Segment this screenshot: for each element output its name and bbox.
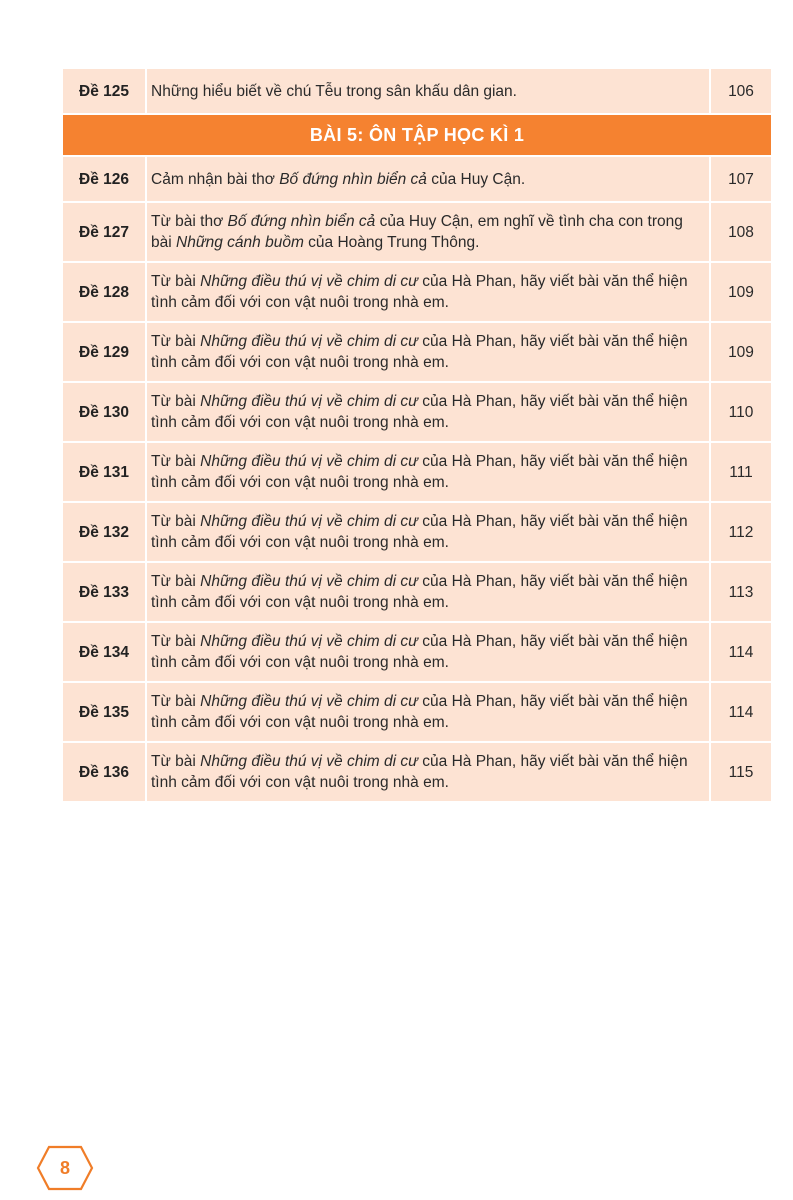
table-row (63, 322, 771, 382)
page-ref: 115 (710, 742, 771, 802)
section-header-row (63, 114, 771, 156)
title-text: Từ bài (151, 573, 201, 590)
exercise-number: Đề 136 (63, 742, 146, 802)
page-ref: 107 (710, 156, 771, 202)
table-of-contents (63, 69, 771, 803)
page-ref: 113 (710, 562, 771, 622)
title-text: của Huy Cận. (426, 170, 526, 188)
exercise-title (146, 682, 710, 742)
work-title-italic: Những điều thú vị về chim di cư (200, 633, 418, 650)
page-ref: 112 (710, 502, 771, 562)
exercise-title (146, 442, 710, 502)
table-row (63, 69, 771, 114)
table-row (63, 382, 771, 442)
title-text: Từ bài (151, 693, 201, 710)
table-row (63, 562, 771, 622)
title-text: Từ bài (151, 393, 201, 410)
work-title-italic: Những điều thú vị về chim di cư (200, 513, 418, 530)
exercise-number: Đề 128 (63, 262, 146, 322)
title-text: Từ bài (151, 753, 201, 770)
title-text: của Hà Phan, hãy viết bài văn thể hiện tình cảm đối với con vật nuôi trong nhà em. (151, 573, 688, 611)
exercise-number: Đề 132 (63, 502, 146, 562)
title-text: của Hà Phan, hãy viết bài văn thể hiện tình cảm đối với con vật nuôi trong nhà em. (151, 513, 688, 551)
work-title-italic: Bố đứng nhìn biển cả (279, 170, 427, 188)
title-text: Từ bài (151, 333, 201, 350)
title-text: của Hà Phan, hãy viết bài văn thể hiện tình cảm đối với con vật nuôi trong nhà em. (151, 633, 688, 671)
table-row (63, 682, 771, 742)
work-title-italic: Những điều thú vị về chim di cư (200, 753, 418, 770)
work-title-italic: Những điều thú vị về chim di cư (200, 693, 418, 710)
table-row (63, 622, 771, 682)
page-ref: 109 (710, 322, 771, 382)
exercise-number: Đề 130 (63, 382, 146, 442)
work-title-italic: Những cánh buồm (176, 234, 304, 251)
page-ref: 106 (710, 69, 771, 114)
exercise-title (146, 322, 710, 382)
work-title-italic: Bố đứng nhìn biển cả (227, 213, 376, 230)
title-text: Những hiểu biết về chú Tễu trong sân khấu dân gian. (151, 82, 517, 100)
work-title-italic: Những điều thú vị về chim di cư (200, 333, 418, 350)
exercise-title (146, 622, 710, 682)
title-text: của Hà Phan, hãy viết bài văn thể hiện tình cảm đối với con vật nuôi trong nhà em. (151, 393, 688, 431)
exercise-number: Đề 127 (63, 202, 146, 262)
work-title-italic: Những điều thú vị về chim di cư (200, 453, 418, 470)
exercise-title (146, 262, 710, 322)
page-ref: 108 (710, 202, 771, 262)
exercise-title (146, 69, 710, 114)
exercise-number: Đề 134 (63, 622, 146, 682)
table-row (63, 742, 771, 802)
table-row (63, 156, 771, 202)
exercise-title (146, 562, 710, 622)
work-title-italic: Những điều thú vị về chim di cư (200, 573, 418, 590)
table-row (63, 262, 771, 322)
title-text: Từ bài (151, 273, 201, 290)
title-text: Từ bài (151, 513, 201, 530)
title-text: Từ bài thơ (151, 213, 228, 230)
page-ref: 110 (710, 382, 771, 442)
table-row (63, 202, 771, 262)
title-text: của Hà Phan, hãy viết bài văn thể hiện tình cảm đối với con vật nuôi trong nhà em. (151, 273, 688, 311)
table-row (63, 502, 771, 562)
work-title-italic: Những điều thú vị về chim di cư (200, 393, 418, 410)
table-row (63, 442, 771, 502)
page-ref: 114 (710, 622, 771, 682)
exercise-title (146, 742, 710, 802)
title-text: của Huy Cận, em nghĩ về tình cha con trong bài (151, 213, 683, 251)
exercise-title (146, 156, 710, 202)
exercise-number: Đề 133 (63, 562, 146, 622)
exercise-number: Đề 125 (63, 69, 146, 114)
page-ref: 109 (710, 262, 771, 322)
exercise-title (146, 382, 710, 442)
title-text: Từ bài (151, 453, 201, 470)
title-text: của Hà Phan, hãy viết bài văn thể hiện tình cảm đối với con vật nuôi trong nhà em. (151, 453, 688, 491)
exercise-number: Đề 129 (63, 322, 146, 382)
exercise-number: Đề 135 (63, 682, 146, 742)
title-text: của Hà Phan, hãy viết bài văn thể hiện tình cảm đối với con vật nuôi trong nhà em. (151, 753, 688, 791)
page-ref: 111 (710, 442, 771, 502)
toc-body (63, 69, 771, 802)
page-number-badge (36, 1145, 94, 1191)
exercise-title (146, 502, 710, 562)
page-number: 8 (59, 1158, 70, 1178)
exercise-number: Đề 131 (63, 442, 146, 502)
title-text: của Hà Phan, hãy viết bài văn thể hiện tình cảm đối với con vật nuôi trong nhà em. (151, 333, 688, 371)
section-title: BÀI 5: ÔN TẬP HỌC KÌ 1 (63, 114, 771, 156)
page-ref: 114 (710, 682, 771, 742)
work-title-italic: Những điều thú vị về chim di cư (200, 273, 418, 290)
title-text: của Hà Phan, hãy viết bài văn thể hiện tình cảm đối với con vật nuôi trong nhà em. (151, 693, 688, 731)
title-text: của Hoàng Trung Thông. (303, 234, 480, 251)
title-text: Từ bài (151, 633, 201, 650)
exercise-number: Đề 126 (63, 156, 146, 202)
title-text: Cảm nhận bài thơ (151, 170, 280, 188)
exercise-title (146, 202, 710, 262)
